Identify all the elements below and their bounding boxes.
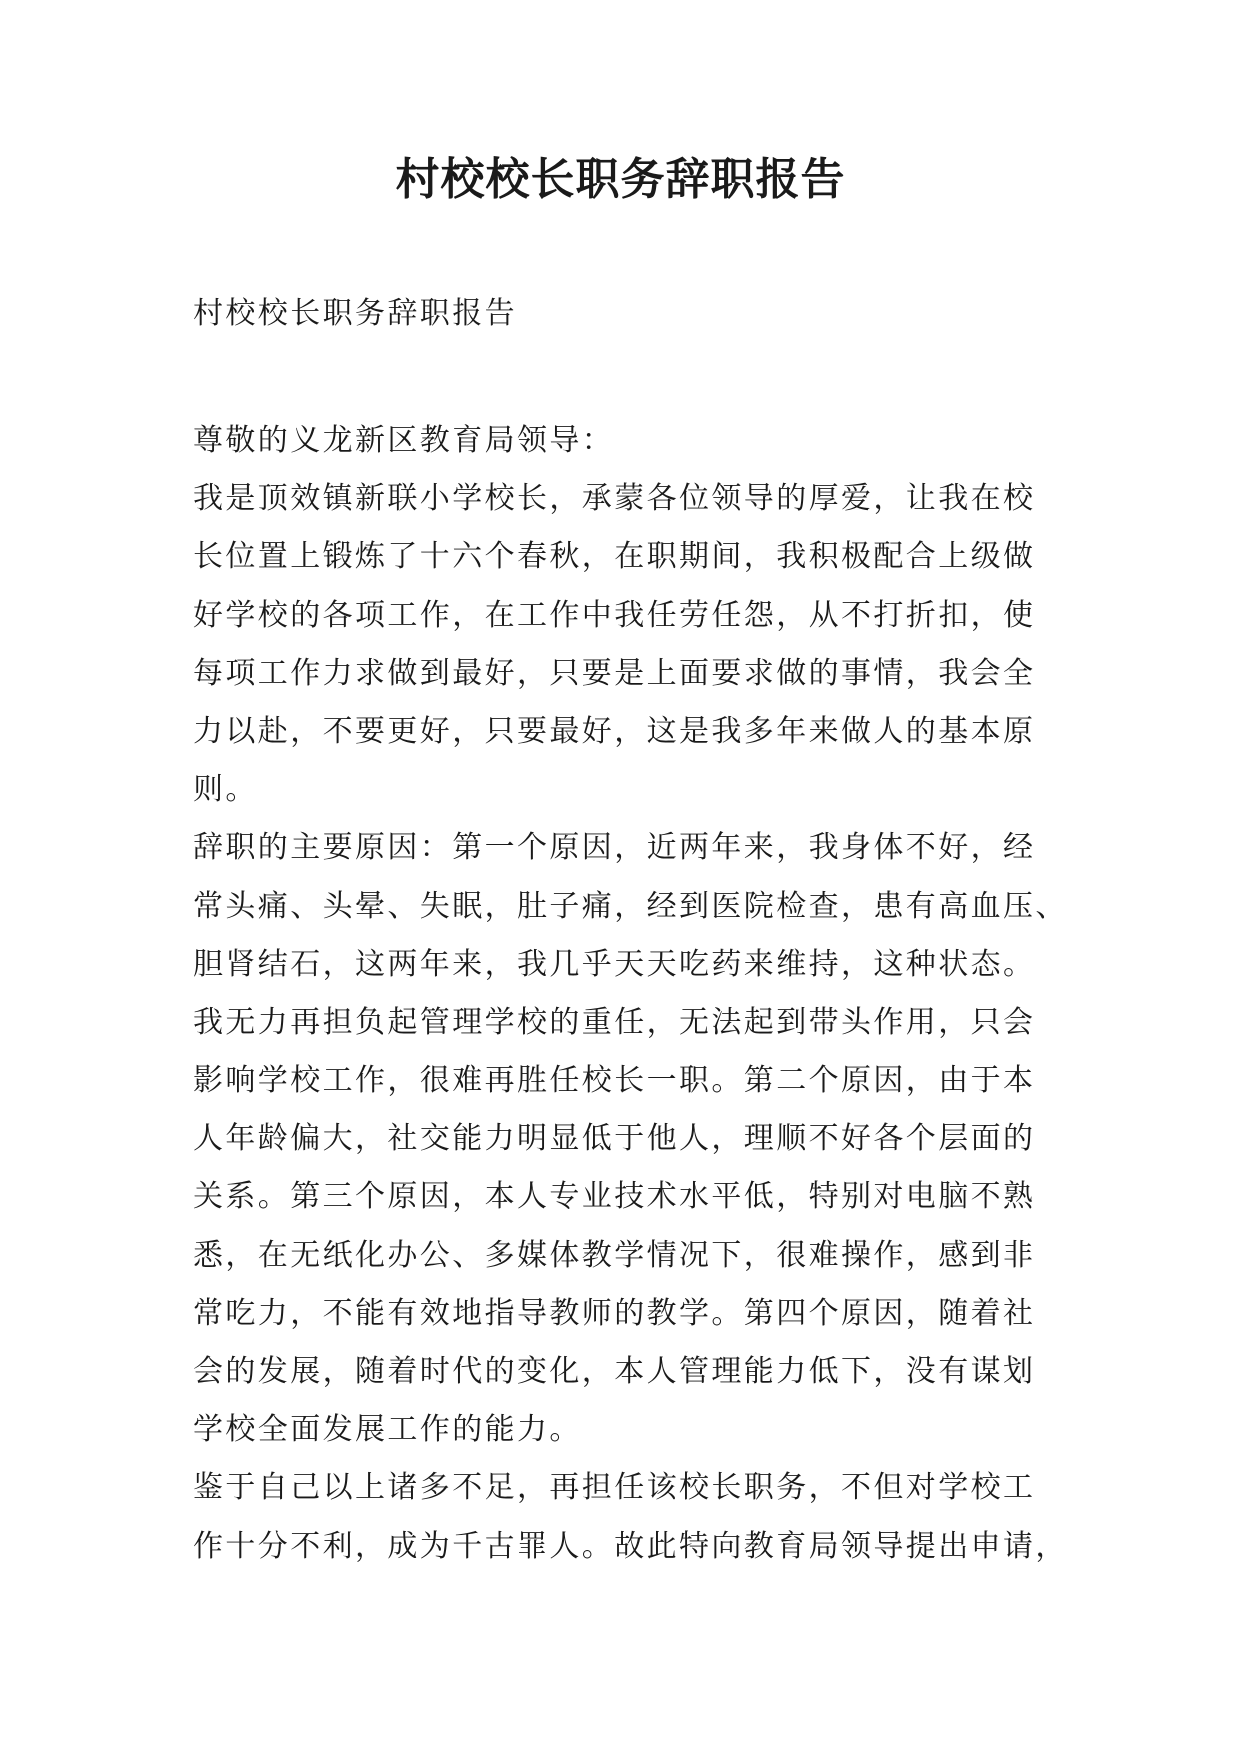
body-line: 影响学校工作，很难再胜任校长一职。第二个原因，由于本 bbox=[193, 1063, 1036, 1099]
body-line: 会的发展，随着时代的变化，本人管理能力低下，没有谋划 bbox=[193, 1354, 1036, 1389]
body-line: 关系。第三个原因，本人专业技术水平低，特别对电脑不熟 bbox=[193, 1179, 1036, 1215]
body-line: 学校全面发展工作的能力。 bbox=[193, 1412, 582, 1448]
document-title: 村校校长职务辞职报告 bbox=[395, 154, 846, 205]
body-line: 常头痛、头晕、失眠，肚子痛，经到医院检查，患有高血压、 bbox=[193, 888, 1068, 924]
body-line: 辞职的主要原因：第一个原因，近两年来，我身体不好，经 bbox=[193, 830, 1036, 866]
body-line: 常吃力，不能有效地指导教师的教学。第四个原因，随着社 bbox=[193, 1295, 1036, 1331]
body-line: 我无力再担负起管理学校的重任，无法起到带头作用，只会 bbox=[193, 1004, 1036, 1040]
body-line: 人年龄偏大，社交能力明显低于他人，理顺不好各个层面的 bbox=[193, 1121, 1036, 1157]
body-line: 尊敬的义龙新区教育局领导： bbox=[193, 423, 615, 458]
body-line: 悉，在无纸化办公、多媒体教学情况下，很难操作，感到非 bbox=[193, 1237, 1036, 1273]
body-line: 鉴于自己以上诸多不足，再担任该校长职务，不但对学校工 bbox=[193, 1470, 1036, 1506]
body-line: 每项工作力求做到最好，只要是上面要求做的事情，我会全 bbox=[193, 655, 1036, 691]
body-line: 我是顶效镇新联小学校长，承蒙各位领导的厚爱，让我在校 bbox=[193, 481, 1036, 517]
body-line: 则。 bbox=[193, 772, 258, 808]
body-line: 作十分不利，成为千古罪人。故此特向教育局领导提出申请， bbox=[193, 1528, 1068, 1564]
body-line: 力以赴，不要更好，只要最好，这是我多年来做人的基本原 bbox=[193, 713, 1036, 749]
document-subtitle: 村校校长职务辞职报告 bbox=[193, 296, 517, 331]
document-body bbox=[193, 412, 1073, 1576]
body-line: 胆肾结石，这两年来，我几乎天天吃药来维持，这种状态。 bbox=[193, 946, 1036, 982]
body-line: 好学校的各项工作，在工作中我任劳任怨，从不打折扣，使 bbox=[193, 597, 1036, 633]
body-line: 长位置上锻炼了十六个春秋，在职期间，我积极配合上级做 bbox=[193, 539, 1036, 575]
